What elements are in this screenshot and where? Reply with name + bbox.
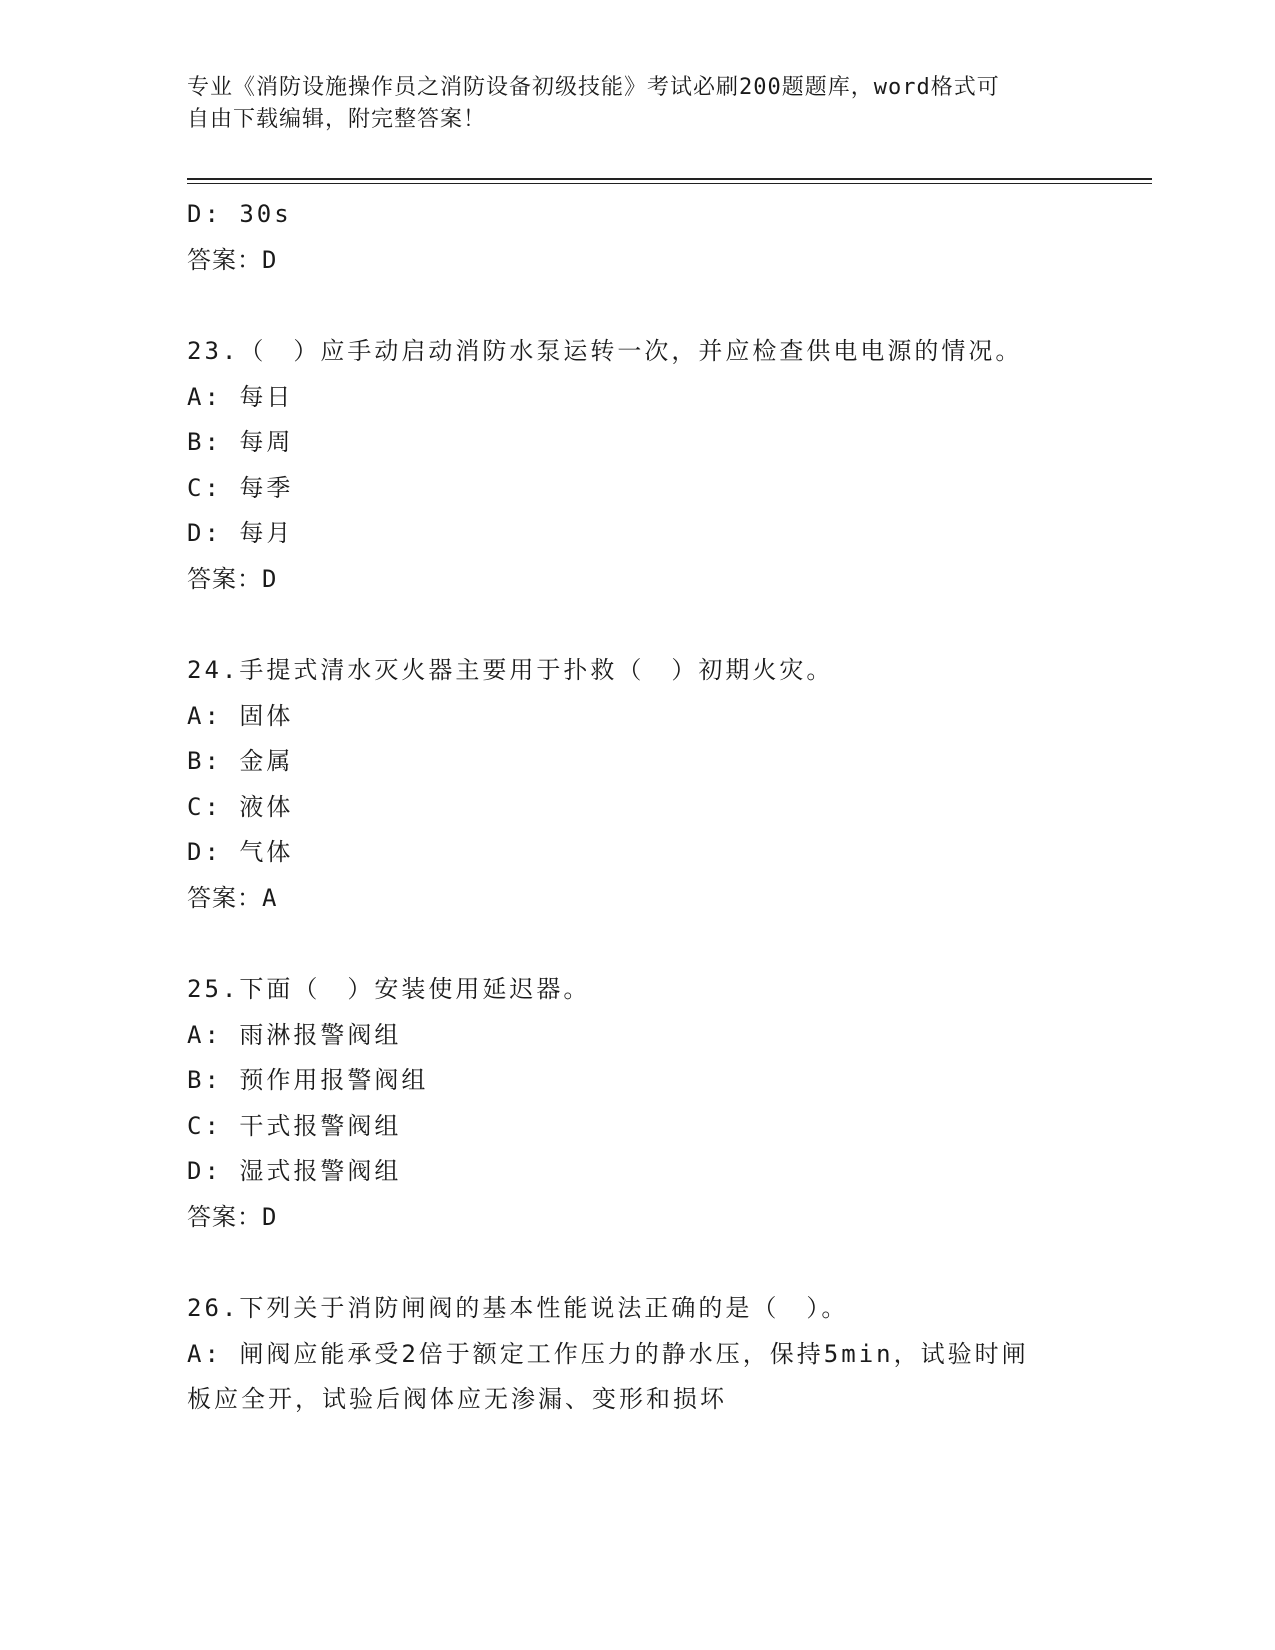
question-24 [187, 648, 1087, 921]
answer-label: 答案：A [187, 883, 278, 912]
question-26 [187, 1286, 1087, 1423]
answer-label: 答案：D [187, 245, 278, 274]
header-line-2: 自由下载编辑，附完整答案！ [187, 107, 487, 132]
header-rule-thin [187, 183, 1152, 184]
option-c: C: 每季 [187, 473, 294, 502]
option-d: D: 30s [187, 200, 292, 228]
option-d: D: 湿式报警阀组 [187, 1157, 402, 1185]
question-23 [187, 329, 1087, 602]
question-stem: 24.手提式清水灭火器主要用于扑救（ ）初期火灾。 [187, 656, 834, 684]
option-d: D: 每月 [187, 519, 294, 547]
option-b: B: 金属 [187, 747, 294, 775]
question-stem: 25.下面（ ）安装使用延迟器。 [187, 975, 591, 1003]
header-rule-thick [187, 178, 1152, 180]
answer-label: 答案：D [187, 1202, 278, 1231]
option-c: C: 液体 [187, 792, 294, 821]
question-list [187, 192, 1087, 1423]
option-d: D: 气体 [187, 838, 294, 866]
header-line-1: 专业《消防设施操作员之消防设备初级技能》考试必刷200题题库，word格式可 [187, 75, 1000, 100]
option-a: A: 闸阀应能承受2倍于额定工作压力的静水压，保持5min，试验时闸 [187, 1339, 1029, 1368]
option-b: B: 每周 [187, 428, 294, 456]
option-a: A: 每日 [187, 382, 294, 411]
option-a: A: 雨淋报警阀组 [187, 1020, 402, 1049]
answer-label: 答案：D [187, 564, 278, 593]
option-a-continuation: 板应全开，试验后阀体应无渗漏、变形和损坏 [187, 1385, 727, 1413]
question-25 [187, 967, 1087, 1240]
option-a: A: 固体 [187, 701, 294, 730]
document-header [187, 72, 1087, 136]
question-stem: 23.（ ）应手动启动消防水泵运转一次，并应检查供电电源的情况。 [187, 337, 1023, 365]
option-b: B: 预作用报警阀组 [187, 1066, 429, 1094]
option-c: C: 干式报警阀组 [187, 1111, 402, 1140]
question-stem: 26.下列关于消防闸阀的基本性能说法正确的是（ ）。 [187, 1294, 849, 1322]
